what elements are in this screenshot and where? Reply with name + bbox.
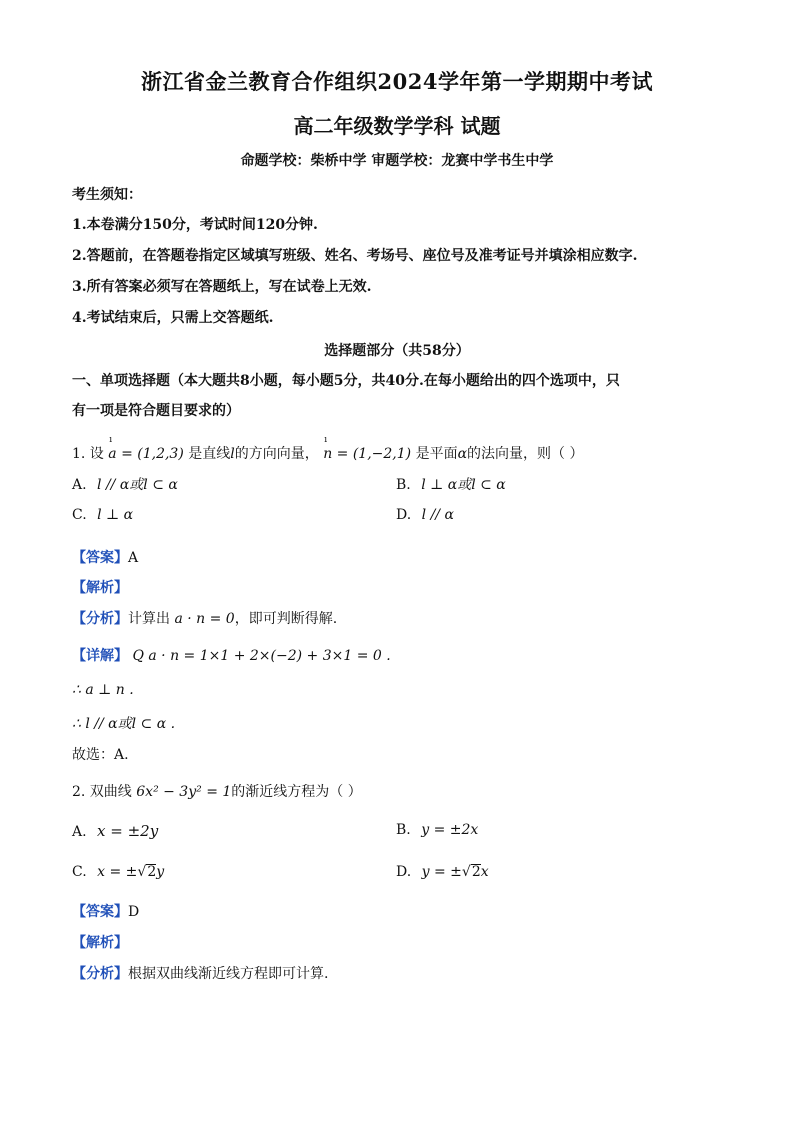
- q1-fenxi-pre: 计算出: [128, 611, 170, 627]
- q2-option-c-radicand: 2: [147, 864, 157, 880]
- section-title: 选择题部分（共58分）: [324, 343, 470, 359]
- q2-answer-tag: 【答案】: [72, 904, 128, 920]
- notice-item-3: 3.所有答案必须写在答题纸上，写在试卷上无效.: [72, 279, 372, 295]
- q2-analysis-tag: [72, 932, 128, 952]
- notice-heading: 考生须知：: [72, 187, 142, 203]
- q2-option-d: D. y = ±√2x: [396, 864, 489, 880]
- q2-option-b-text: y = ±2x: [421, 822, 479, 838]
- q2-option-c-post: y: [156, 864, 165, 880]
- q1-option-a-label: A.: [72, 477, 87, 493]
- notice-item-2: 2.答题前，在答题卷指定区域填写班级、姓名、考场号、座位号及准考证号并填涂相应数字.: [72, 248, 638, 264]
- q1-option-c-text: l ⊥ α: [97, 507, 134, 523]
- q2-analysis-label: 【解析】: [72, 935, 128, 951]
- q1-mid2: 的方向向量，: [234, 446, 319, 462]
- q2-fenxi-tag: 【分析】: [72, 966, 128, 982]
- q1-xiangjie: [72, 645, 391, 665]
- q1-mid3: 是平面: [415, 446, 458, 462]
- q1-vector-n: ı n = (1,−2,1): [323, 446, 411, 462]
- q1-fenxi-post: ，即可判断得解.: [234, 611, 338, 627]
- q1-option-d-text: l // α: [421, 507, 454, 523]
- q2-option-d-label: D.: [396, 864, 412, 880]
- q1-line-l: l: [230, 446, 235, 462]
- q1-xiangjie-tag: 【详解】: [72, 648, 128, 664]
- q1-option-c: [72, 507, 133, 523]
- q2-option-d-post: x: [480, 864, 489, 880]
- part-instruction-line-1: 一、单项选择题（本大题共8小题，每小题5分，共40分.在每小题给出的四个选项中，只: [72, 373, 620, 389]
- q1-option-b-label: B.: [396, 477, 411, 493]
- q1-stem: [72, 443, 584, 463]
- q2-option-c: C. x = ±√2y: [72, 864, 165, 880]
- q2-option-d-pre: y = ±: [421, 864, 462, 880]
- q1-option-a-text: l // α或l ⊂ α: [97, 477, 178, 493]
- q2-option-a-text: x = ±2y: [97, 822, 159, 840]
- notice-item-1: 1.本卷满分150分，考试时间120分钟.: [72, 217, 318, 233]
- q2-option-c-pre: x = ±: [97, 864, 138, 880]
- q1-end: 的法向量，则（ ）: [467, 446, 584, 462]
- schools-line: 命题学校：柴桥中学 审题学校：龙赛中学书生中学: [240, 153, 554, 169]
- q2-option-b: [396, 822, 478, 838]
- q2-option-d-radicand: 2: [471, 864, 481, 880]
- exam-title: 浙江省金兰教育合作组织2024学年第一学期期中考试: [141, 69, 653, 94]
- q1-vector-a: ı a = (1,2,3): [108, 446, 184, 462]
- q2-fenxi: [72, 963, 328, 983]
- q1-mid1: 是直线: [188, 446, 231, 462]
- q2-option-a-label: A.: [72, 824, 87, 840]
- q2-answer: [72, 901, 139, 921]
- q1-prefix: 1. 设: [72, 446, 104, 462]
- part-instruction-line-2: 有一项是符合题目要求的）: [72, 403, 240, 419]
- q1-analysis-tag: [72, 577, 128, 597]
- q2-option-a: [72, 822, 158, 840]
- q2-option-c-label: C.: [72, 864, 87, 880]
- q1-answer-value: A: [128, 550, 139, 566]
- q1-answer: [72, 547, 138, 567]
- q2-stem: [72, 781, 362, 801]
- q1-step-2: ∴ a ⊥ n .: [72, 682, 134, 698]
- notice-item-4: 4.考试结束后，只需上交答题纸.: [72, 310, 274, 326]
- q1-fenxi-expr: a · n = 0: [174, 611, 235, 627]
- q1-option-b-text: l ⊥ α或l ⊂ α: [421, 477, 506, 493]
- q1-answer-tag: 【答案】: [72, 550, 128, 566]
- q2-stem-pre: 2. 双曲线: [72, 784, 132, 800]
- q1-fenxi-tag: 【分析】: [72, 611, 128, 627]
- q2-option-b-label: B.: [396, 822, 411, 838]
- q2-stem-post: 的渐近线方程为（ ）: [231, 784, 362, 800]
- q1-option-c-label: C.: [72, 507, 87, 523]
- exam-subtitle: 高二年级数学学科 试题: [293, 114, 501, 138]
- q2-fenxi-text: 根据双曲线渐近线方程即可计算.: [128, 966, 329, 982]
- q1-plane-alpha: α: [457, 446, 468, 462]
- q2-stem-expr: 6x² − 3y² = 1: [136, 784, 232, 800]
- q1-option-b: [396, 474, 506, 494]
- q1-option-a: [72, 474, 178, 494]
- q1-option-d: [396, 507, 454, 523]
- q1-analysis-label: 【解析】: [72, 580, 128, 596]
- q2-answer-value: D: [128, 904, 140, 920]
- q1-step-3: ∴ l // α或l ⊂ α .: [72, 716, 176, 732]
- q1-conclusion: 故选：A.: [72, 747, 129, 763]
- q1-xiangjie-expr: Q a · n = 1×1 + 2×(−2) + 3×1 = 0 .: [132, 648, 391, 664]
- q1-fenxi: [72, 608, 337, 628]
- q1-option-d-label: D.: [396, 507, 412, 523]
